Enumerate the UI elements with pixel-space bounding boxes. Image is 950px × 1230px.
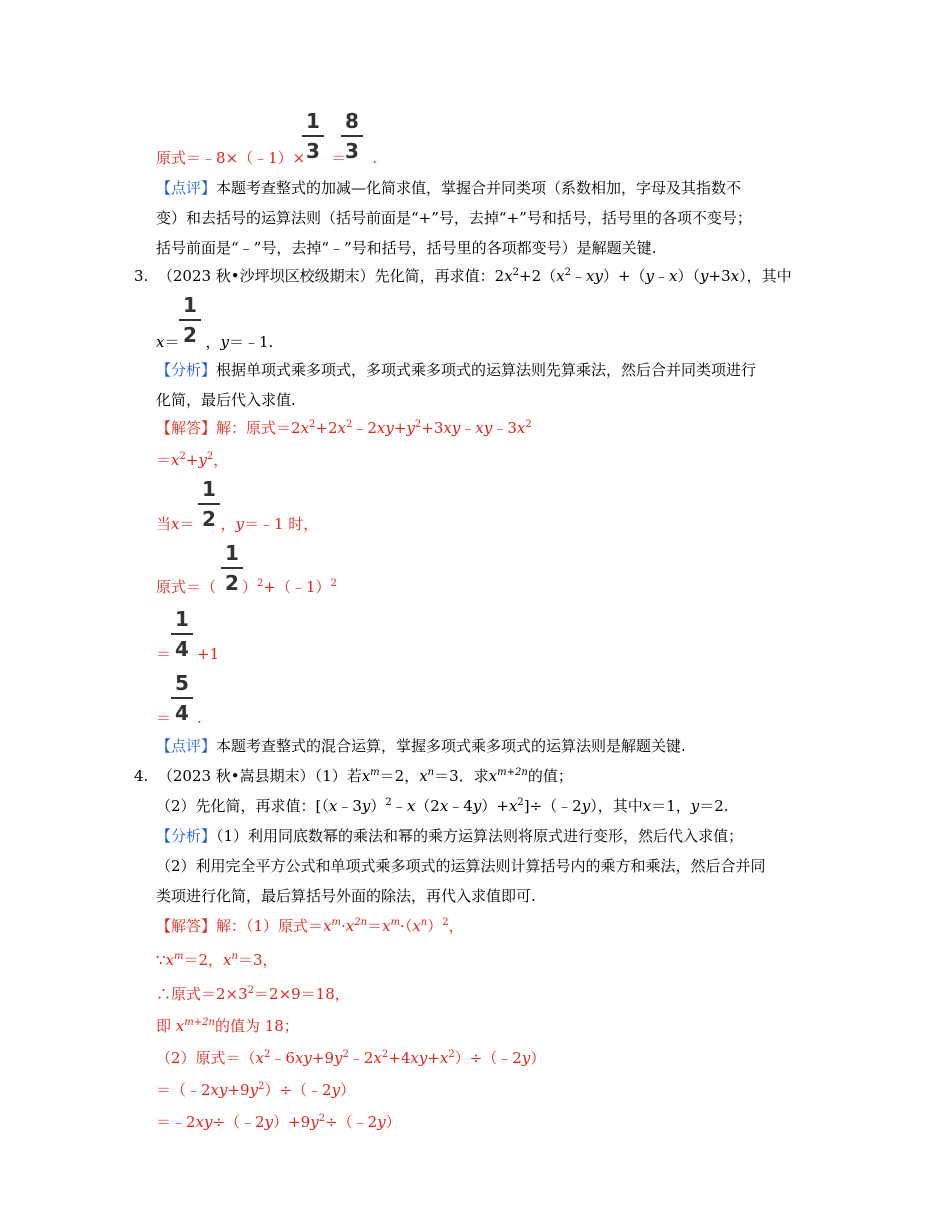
text-v-x: x bbox=[373, 1049, 382, 1067]
solution-4-line-3 bbox=[156, 984, 350, 1004]
fraction-bar bbox=[221, 567, 243, 569]
comment-paragraph-line-1 bbox=[156, 178, 741, 198]
text-s3-1b: +2 bbox=[315, 419, 338, 437]
text-s4-6d: ） bbox=[340, 1081, 356, 1099]
text-sq: 2 bbox=[346, 419, 353, 430]
text-v-y: y bbox=[406, 419, 415, 437]
text-v-x: x bbox=[337, 419, 346, 437]
text-f54-n: 5 bbox=[175, 671, 189, 695]
analysis-4-line-2: （2）利用完全平方公式和单项式乘多项式的运算法则计算括号内的乘方和乘法，然后合并同 bbox=[156, 857, 766, 875]
text-v-2n: 2n bbox=[354, 917, 368, 928]
text-v-y: y bbox=[220, 333, 229, 351]
solution-3-line-4 bbox=[156, 577, 337, 597]
text-v-y: y bbox=[645, 267, 655, 285]
text-s4-7d: ÷（﹣2 bbox=[325, 1113, 378, 1131]
text-q3-h: ），其中 bbox=[739, 267, 792, 285]
text-q3-g: +3 bbox=[708, 267, 731, 285]
text-s4-2: ∵ bbox=[156, 951, 166, 969]
text-v-x: x bbox=[156, 333, 165, 351]
solution-tag: 【解答】 bbox=[156, 419, 217, 437]
text-v-xy: xy bbox=[410, 1049, 428, 1067]
text-fhalf-d: 2 bbox=[202, 507, 216, 531]
fraction-bar bbox=[302, 135, 324, 137]
solution-4-line-2 bbox=[156, 950, 278, 970]
fraction-bar bbox=[198, 503, 220, 505]
solution-4-line-6 bbox=[156, 1080, 355, 1100]
text-q4-2f: ﹣4 bbox=[448, 797, 473, 815]
fraction-bar bbox=[171, 697, 193, 699]
text-sq: 2 bbox=[381, 1049, 389, 1060]
text-s3-4c: +（﹣1） bbox=[263, 578, 331, 596]
text-v-x: x bbox=[165, 951, 175, 969]
text-s3-5: ＝ bbox=[156, 645, 172, 663]
text-f54-d: 4 bbox=[175, 701, 189, 725]
text-q3-b: +2（ bbox=[519, 267, 557, 285]
text-q4-2d: ﹣ bbox=[391, 797, 407, 815]
text-sq: 2 bbox=[318, 1113, 326, 1124]
text-s4-4b: 的值为 18； bbox=[214, 1017, 299, 1035]
text-v-y: y bbox=[249, 1081, 259, 1099]
text-s3-3c: ， bbox=[220, 515, 236, 533]
fraction-bar bbox=[341, 135, 363, 137]
text-v-y: y bbox=[521, 1049, 531, 1067]
text-v-m: m bbox=[390, 917, 401, 928]
text-s4-6b: +9 bbox=[227, 1081, 250, 1099]
text-v-n: n bbox=[231, 951, 238, 962]
text-q4-c: ＝3．求 bbox=[434, 767, 489, 785]
text-v-xy: xy bbox=[475, 419, 493, 437]
text-v-mn: m+2n bbox=[184, 1017, 215, 1028]
text-q3-e: ﹣ bbox=[654, 267, 670, 285]
text-v-m: m bbox=[331, 917, 342, 928]
text-q3-c: ﹣ bbox=[571, 267, 587, 285]
text-s4-2c: ＝3， bbox=[237, 951, 278, 969]
text-v-x: x bbox=[439, 797, 449, 815]
text-v-xy: xy bbox=[586, 267, 603, 285]
text-sq: 2 bbox=[414, 419, 422, 430]
text-sq: 2 bbox=[330, 578, 337, 589]
text-v-x: x bbox=[508, 797, 518, 815]
comment-tag: 【点评】 bbox=[156, 737, 217, 755]
text-v-x: x bbox=[406, 797, 416, 815]
text-s4-5: （2）原式＝（ bbox=[156, 1049, 256, 1067]
question-4-line-1 bbox=[134, 766, 573, 786]
text-v-x: x bbox=[556, 267, 565, 285]
text-s4-6: ＝（﹣2 bbox=[156, 1081, 211, 1099]
text-v-x: x bbox=[323, 917, 332, 935]
text-fhalf-d: 2 bbox=[183, 323, 197, 347]
text-v-x: x bbox=[255, 1049, 265, 1067]
text-sq: 2 bbox=[264, 1049, 271, 1060]
text-v-x: x bbox=[328, 797, 338, 815]
text-v-y: y bbox=[331, 1081, 341, 1099]
text-s3-1e: +3 bbox=[421, 419, 444, 437]
text-p1-a: 本题考查整式的加减—化简求值，掌握合并同类项（系数相加，字母及其指数不 bbox=[216, 179, 742, 197]
text-sq: 2 bbox=[258, 1081, 265, 1092]
text-v-x: x bbox=[382, 917, 391, 935]
text-v-y: y bbox=[690, 797, 700, 815]
text-s4-7e: ） bbox=[385, 1113, 401, 1131]
text-s4-6c: ）÷（﹣2 bbox=[264, 1081, 332, 1099]
text-s4-3b: ＝2×9＝18， bbox=[254, 985, 350, 1003]
text-s3-3: 当 bbox=[156, 515, 172, 533]
text-sq: 2 bbox=[385, 797, 392, 808]
text-v-n: n bbox=[420, 917, 428, 928]
question-number: 4. bbox=[134, 767, 149, 785]
text-p3: 本题考查整式的混合运算，掌握多项式乘多项式的运算法则是解题关键. bbox=[216, 737, 686, 755]
text-sq: 2 bbox=[206, 451, 214, 462]
text-q4-a: （2023 秋•嵩县期末）（1）若 bbox=[157, 767, 362, 785]
text-v-y: y bbox=[377, 1113, 386, 1131]
text-sq: 2 bbox=[442, 917, 449, 928]
text-v-x: x bbox=[516, 419, 526, 437]
solution-3-line-2 bbox=[156, 450, 228, 470]
text-v-x: x bbox=[730, 267, 740, 285]
text-q4-2k: ＝2. bbox=[699, 797, 729, 815]
text-fq-n: 1 bbox=[175, 607, 189, 631]
text-v-y: y bbox=[334, 1049, 343, 1067]
text-v-x: x bbox=[300, 419, 310, 437]
text-sq: 2 bbox=[257, 578, 264, 589]
analysis-3-line-2: 化简，最后代入求值. bbox=[156, 391, 296, 409]
text-v-xy: xy bbox=[443, 419, 461, 437]
text-sq: 2 bbox=[512, 267, 520, 278]
question-3-line-2 bbox=[156, 332, 273, 352]
text-s4-1d: ·（ bbox=[400, 917, 413, 935]
text-v-n: n bbox=[427, 767, 435, 778]
text-v-x: x bbox=[412, 917, 421, 935]
solution-tag: 【解答】 bbox=[156, 917, 217, 935]
text-s4-5c: +9 bbox=[311, 1049, 334, 1067]
text-v-x: x bbox=[504, 267, 513, 285]
text-q3-y2: ＝﹣1. bbox=[228, 333, 274, 351]
question-3-line-1 bbox=[134, 266, 792, 286]
text-sq: 2 bbox=[247, 985, 255, 996]
fraction-bar bbox=[171, 633, 193, 635]
text-sq: 2 bbox=[517, 797, 524, 808]
solution-3-line-5 bbox=[156, 644, 219, 664]
comment-tag: 【点评】 bbox=[156, 179, 217, 197]
solution-4-line-4 bbox=[156, 1016, 299, 1036]
text-v-xy: xy bbox=[195, 1113, 213, 1131]
analysis-4-line-3: 类项进行化简，最后算括号外面的除法，再代入求值即可. bbox=[156, 887, 536, 905]
text-s3-4: 原式＝（ bbox=[156, 578, 217, 596]
text-s3-2b: + bbox=[185, 451, 199, 469]
text-v-y: y bbox=[581, 797, 591, 815]
text-fhalf-d: 2 bbox=[225, 571, 239, 595]
text-q3-f: ）（ bbox=[677, 267, 701, 285]
analysis-4-line-1 bbox=[156, 826, 743, 846]
text-v-y: y bbox=[361, 797, 371, 815]
text-s4-4: 即 bbox=[156, 1017, 172, 1035]
text-q4-2j: ＝1， bbox=[651, 797, 691, 815]
comment-paragraph-line-2: 变）和去括号的运算法则（括号前面是“+”号，去掉“+”号和括号，括号里的各项不变号； bbox=[156, 209, 752, 227]
text-v-x: x bbox=[175, 1017, 185, 1035]
text-s4-5d: ﹣2 bbox=[348, 1049, 374, 1067]
text-s4-3: ∴原式＝2×3 bbox=[156, 985, 248, 1003]
text-q4-d: 的值； bbox=[527, 767, 573, 785]
text-s3-3b: ＝ bbox=[179, 515, 195, 533]
numerator: 8 bbox=[345, 109, 359, 133]
text-s3-1f: ﹣ bbox=[460, 419, 476, 437]
text-v-x: x bbox=[171, 515, 180, 533]
text-v-x: x bbox=[223, 951, 232, 969]
text-s4-7: ＝﹣2 bbox=[156, 1113, 196, 1131]
text-fhalf-n: 1 bbox=[183, 293, 197, 317]
text-s4-1f: ， bbox=[448, 917, 464, 935]
text-s4-1: 解：（1）原式＝ bbox=[216, 917, 324, 935]
solution-4-line-1 bbox=[156, 916, 464, 936]
text-s3-3d: ＝﹣1 时， bbox=[244, 515, 319, 533]
text-sq: 2 bbox=[525, 419, 532, 430]
text-q3-d: ）+（ bbox=[602, 267, 646, 285]
text-s3-1g: ﹣3 bbox=[492, 419, 517, 437]
text-q4-2e: （2 bbox=[415, 797, 440, 815]
text-v-x: x bbox=[642, 797, 652, 815]
text-v-x: x bbox=[419, 767, 428, 785]
text-s4-2b: ＝2， bbox=[183, 951, 224, 969]
text-sq: 2 bbox=[564, 267, 572, 278]
text-v-mn: m+2n bbox=[497, 767, 528, 778]
text-q4-2a: （2）先化简，再求值：[（ bbox=[156, 797, 329, 815]
text-fhalf-n: 1 bbox=[202, 477, 216, 501]
analysis-tag: 【分析】 bbox=[156, 361, 217, 379]
text-v-y: y bbox=[198, 451, 207, 469]
solution-line-result bbox=[156, 148, 377, 168]
text-l01: 原式＝﹣8×（﹣1）× bbox=[156, 149, 306, 167]
text-v-x: x bbox=[439, 1049, 449, 1067]
solution-3-line-3 bbox=[156, 514, 318, 534]
text-s4-7b: ÷（﹣2 bbox=[212, 1113, 265, 1131]
text-q4-2i: ），其中 bbox=[590, 797, 643, 815]
text-v-x: x bbox=[361, 767, 371, 785]
text-s3-4b: ） bbox=[242, 578, 258, 596]
text-q4-b: ＝2， bbox=[379, 767, 420, 785]
text-s3-1c: ﹣2 bbox=[352, 419, 377, 437]
text-v-y: y bbox=[264, 1113, 274, 1131]
text-v-x: x bbox=[488, 767, 498, 785]
text-a4-a: （1）利用同底数幂的乘法和幂的乘方运算法则将原式进行变形，然后代入求值； bbox=[216, 827, 744, 845]
text-fq-d: 4 bbox=[175, 637, 189, 661]
text-q3-a: （2023 秋•沙坪坝区校级期末）先化简，再求值：2 bbox=[157, 267, 505, 285]
text-q3-y: ， bbox=[205, 333, 221, 351]
solution-4-line-5 bbox=[156, 1048, 545, 1068]
text-v-y: y bbox=[235, 515, 244, 533]
text-v-y: y bbox=[472, 797, 482, 815]
fraction-bar bbox=[179, 319, 201, 321]
text-s4-5f: + bbox=[427, 1049, 440, 1067]
text-q3-x: ＝ bbox=[164, 333, 180, 351]
text-s4-7c: ）+9 bbox=[273, 1113, 311, 1131]
text-s4-5g: ）÷（﹣2 bbox=[454, 1049, 522, 1067]
text-a3-a: 根据单项式乘多项式，多项式乘多项式的运算法则先算乘法，然后合并同类项进行 bbox=[216, 361, 757, 379]
text-s3-1: 解：原式＝2 bbox=[216, 419, 301, 437]
text-sq: 2 bbox=[309, 419, 316, 430]
text-v-m: m bbox=[370, 767, 380, 778]
text-s4-5b: ﹣6 bbox=[270, 1049, 295, 1067]
comment-paragraph-line-3: 括号前面是“﹣”号，去掉“﹣”号和括号，括号里的各项都变号）是解题关键. bbox=[156, 239, 657, 257]
text-s4-1c: ＝ bbox=[367, 917, 383, 935]
comment-3 bbox=[156, 736, 686, 756]
question-number: 3. bbox=[134, 267, 149, 285]
numerator: 1 bbox=[306, 109, 320, 133]
text-s3-2c: ， bbox=[213, 451, 229, 469]
analysis-tag: 【分析】 bbox=[156, 827, 217, 845]
text-s4-1b: · bbox=[341, 917, 346, 935]
text-s4-1e: ） bbox=[427, 917, 443, 935]
solution-3-line-6 bbox=[156, 708, 202, 728]
solution-3-line-1 bbox=[156, 418, 532, 438]
text-v-xy: xy bbox=[294, 1049, 312, 1067]
text-l01c: . bbox=[372, 149, 378, 167]
text-q4-2c: ） bbox=[370, 797, 386, 815]
text-q4-2b: ﹣3 bbox=[337, 797, 362, 815]
text-v-y: y bbox=[700, 267, 709, 285]
text-sq: 2 bbox=[342, 1049, 349, 1060]
text-v-xy: xy bbox=[210, 1081, 228, 1099]
text-v-x: x bbox=[669, 267, 678, 285]
text-s4-5h: ） bbox=[530, 1049, 546, 1067]
text-s3-1d: + bbox=[393, 419, 407, 437]
text-s3-6b: . bbox=[197, 709, 202, 727]
question-4-line-2 bbox=[156, 796, 729, 816]
text-s3-2: ＝ bbox=[156, 451, 172, 469]
text-v-xy: xy bbox=[376, 419, 394, 437]
text-s3-6: ＝ bbox=[156, 709, 172, 727]
text-q4-2g: ）+ bbox=[481, 797, 509, 815]
text-v-m: m bbox=[174, 951, 184, 962]
text-q4-2h: ]÷（﹣2 bbox=[523, 797, 582, 815]
analysis-3-line-1 bbox=[156, 360, 756, 380]
text-v-x: x bbox=[345, 917, 355, 935]
solution-4-line-7 bbox=[156, 1112, 401, 1132]
text-sq: 2 bbox=[448, 1049, 455, 1060]
text-l01b: ＝ bbox=[331, 149, 347, 167]
text-s4-5e: +4 bbox=[388, 1049, 411, 1067]
text-sq: 2 bbox=[179, 451, 186, 462]
text-v-y: y bbox=[310, 1113, 319, 1131]
text-s3-5b: +1 bbox=[197, 645, 220, 663]
denominator: 3 bbox=[306, 139, 320, 163]
denominator: 3 bbox=[345, 139, 359, 163]
text-v-x: x bbox=[171, 451, 180, 469]
text-fhalf-n: 1 bbox=[225, 541, 239, 565]
